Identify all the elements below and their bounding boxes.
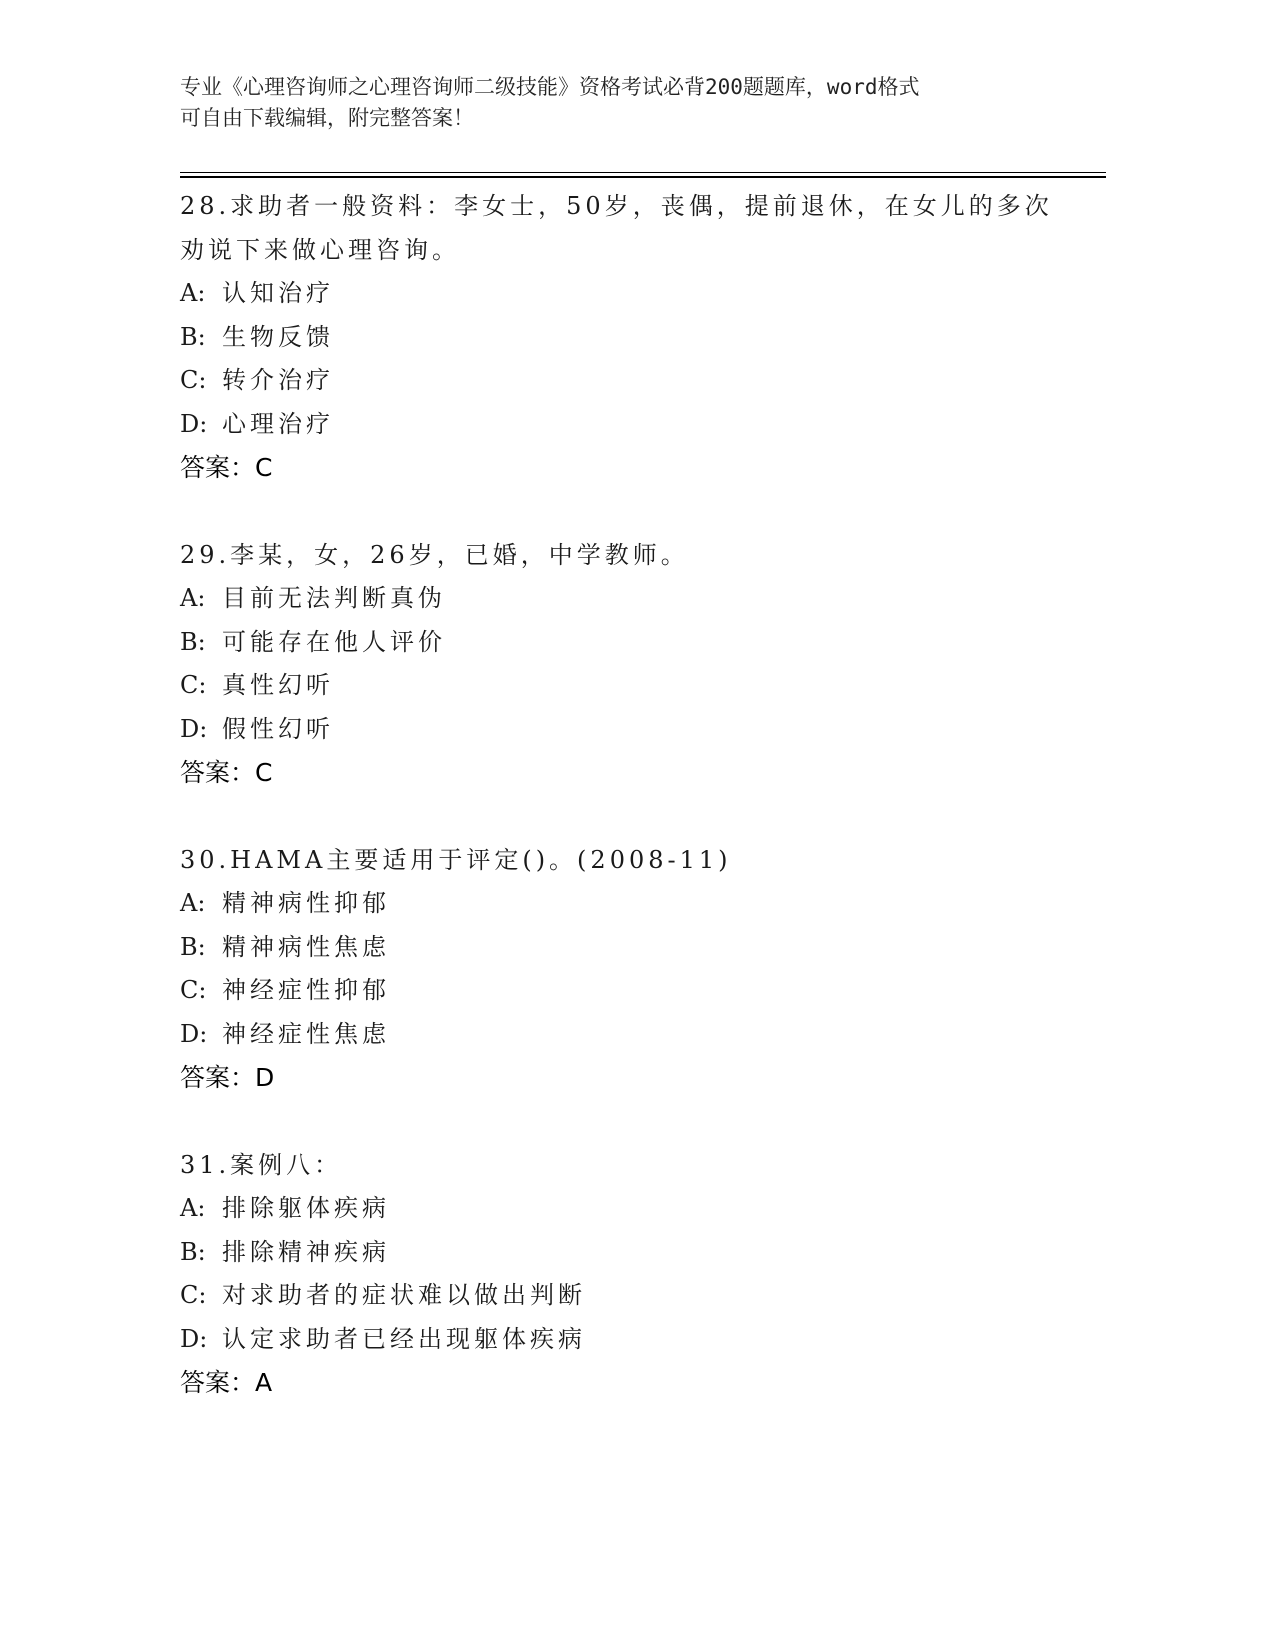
option-a: A: 目前无法判断真伪: [180, 584, 446, 612]
option-d: D: 心理治疗: [180, 409, 334, 438]
header-divider-thin: [180, 172, 1106, 173]
option-b: B: 生物反馈: [180, 322, 334, 351]
option-d: D: 神经症性焦虑: [180, 1019, 390, 1048]
option-a: A: 精神病性抑郁: [180, 889, 390, 917]
option-a: A: 认知治疗: [180, 279, 334, 307]
option-b: B: 精神病性焦虑: [180, 932, 390, 961]
option-c: C: 转介治疗: [180, 366, 334, 394]
question-stem: 31.案例八：: [180, 1151, 343, 1179]
question-stem: 28.求助者一般资料：李女士，50岁，丧偶，提前退休，在女儿的多次 劝说下来做心理咨询。: [180, 192, 1053, 264]
question-stem: 30.HAMA主要适用于评定()。(2008-11): [180, 846, 732, 874]
header-divider-thick: [180, 176, 1106, 178]
question-31: [180, 1143, 1080, 1404]
option-c: C: 对求助者的症状难以做出判断: [180, 1281, 586, 1309]
answer: 答案：C: [180, 758, 273, 787]
question-30: [180, 838, 1080, 1099]
option-c: C: 神经症性抑郁: [180, 976, 390, 1004]
option-d: D: 认定求助者已经出现躯体疾病: [180, 1324, 586, 1353]
option-a: A: 排除躯体疾病: [180, 1194, 390, 1222]
option-d: D: 假性幻听: [180, 714, 334, 743]
answer: 答案：C: [180, 453, 273, 482]
answer: 答案：D: [180, 1063, 275, 1092]
question-stem: 29.李某，女，26岁，已婚，中学教师。: [180, 541, 689, 569]
option-b: B: 可能存在他人评价: [180, 627, 446, 656]
header-line-1: 专业《心理咨询师之心理咨询师二级技能》资格考试必背200题题库，word格式: [180, 75, 920, 99]
question-list: [180, 184, 1080, 1448]
question-29: [180, 533, 1080, 794]
header-line-2: 可自由下载编辑，附完整答案！: [180, 106, 474, 130]
option-b: B: 排除精神疾病: [180, 1237, 390, 1266]
option-c: C: 真性幻听: [180, 671, 334, 699]
question-28: [180, 184, 1080, 489]
document-header: [180, 72, 1060, 134]
answer: 答案：A: [180, 1368, 273, 1397]
